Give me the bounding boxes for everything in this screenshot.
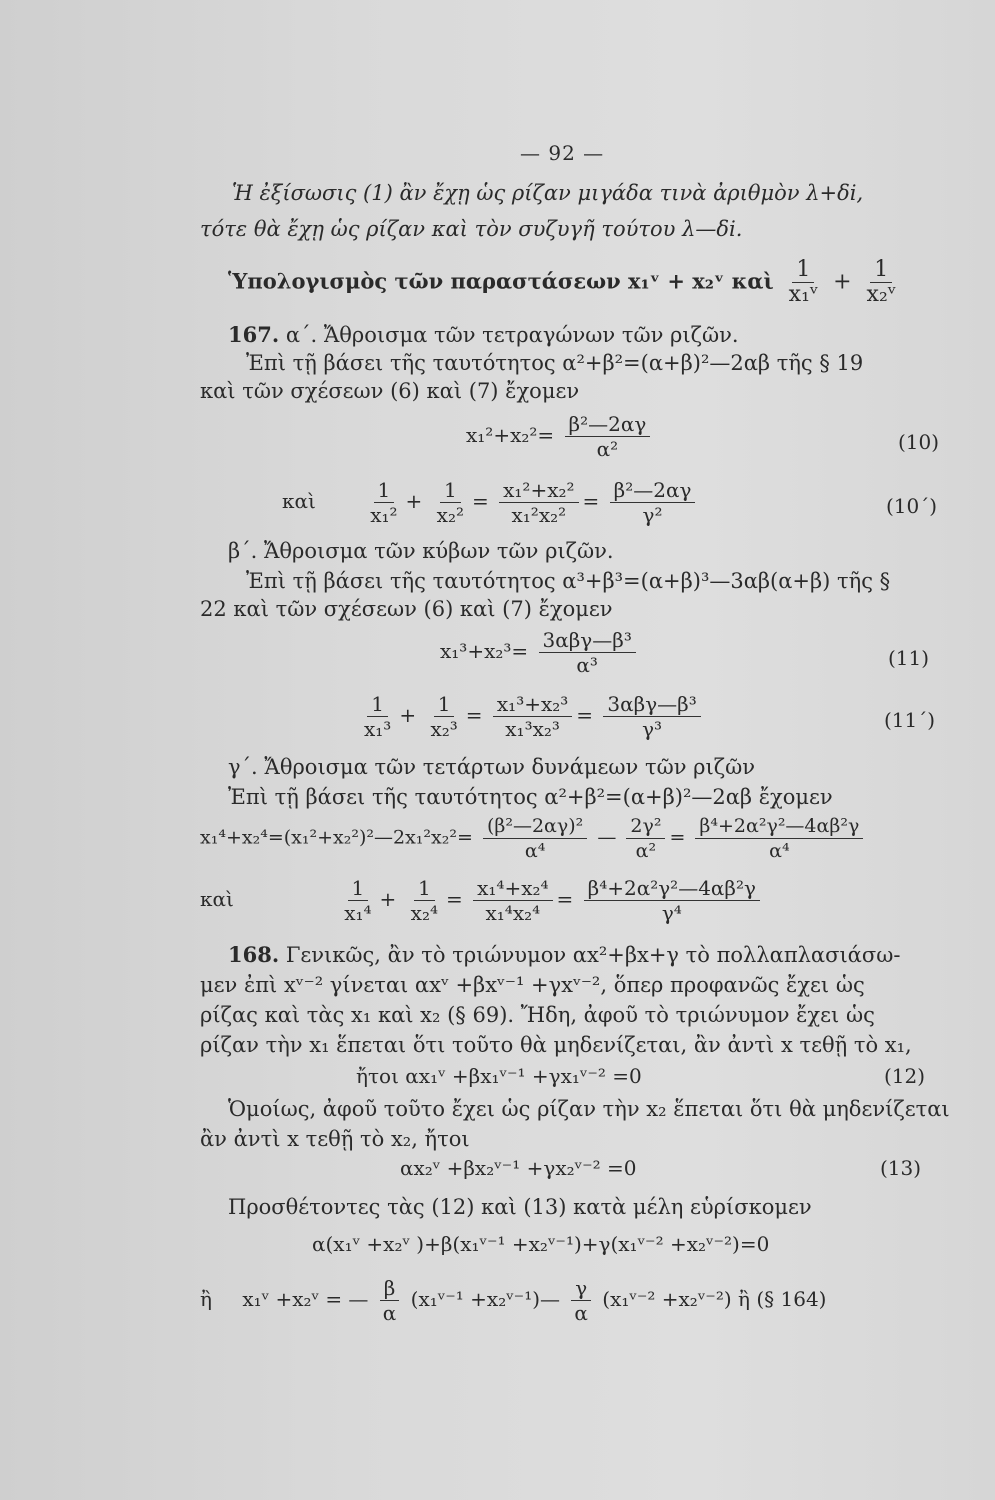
- eq10-label: (10): [898, 430, 940, 454]
- eq10p-frac-2: $\frac{1}{\text{x₂²}}$: [436, 478, 464, 527]
- eq4-lhs: x₁⁴+x₂⁴=(x₁²+x₂²)²—2x₁²x₂²=: [200, 826, 473, 849]
- eq4b-frac-2: $\frac{1}{\text{x₂⁴}}$: [410, 876, 438, 925]
- eq4b-frac-4: $\frac{\text{β⁴+2α²γ²—4αβ²γ}}{\text{γ⁴}}$: [584, 876, 760, 925]
- heading-text: Ὑπολογισμὸς τῶν παραστάσεων x₁ᵛ + x₂ᵛ καὶ: [228, 268, 774, 294]
- section-number-168: 168.: [228, 942, 280, 967]
- heading-plus: +: [833, 269, 852, 295]
- eq15-eta: ἢ: [200, 1287, 212, 1311]
- sec-168-line-7: Προσθέτοντες τὰς (12) καὶ (13) κατὰ μέλη εὑρίσκομεν: [228, 1195, 812, 1219]
- section-heading: [228, 258, 904, 307]
- eq11p-frac-2: $\frac{1}{\text{x₂³}}$: [430, 692, 458, 741]
- eq4-frac-3: $\frac{\text{β⁴+2α²γ²—4αβ²γ}}{\text{α⁴}}$: [695, 814, 863, 863]
- sec-168-line-1: [228, 942, 900, 968]
- eq15-frac-2: $\frac{\gamma}{\alpha}$: [570, 1276, 592, 1325]
- equation-4th-reciprocal: καὶ $\frac{1}{\text{x₁⁴}}$ + $\frac{1}{\text{x₂⁴}}$ = $\frac{\text{x₁⁴+x₂⁴}}{\text{x₁⁴x₂⁴}}$ = $\frac{\text{β⁴+2α²γ²—4αβ²γ}}{\text{γ⁴}}$: [200, 876, 764, 925]
- eq10-lhs: x₁²+x₂²=: [466, 423, 555, 447]
- equation-13: αx₂ᵛ +βx₂ᵛ⁻¹ +γx₂ᵛ⁻² =0: [400, 1156, 637, 1180]
- eq10p-label: (10΄): [886, 494, 938, 518]
- eq15-end: (x₁ᵛ⁻² +x₂ᵛ⁻²) ἢ (§ 164): [602, 1287, 827, 1311]
- sec-168-line-2: μεν ἐπὶ xᵛ⁻² γίνεται αxᵛ +βxᵛ⁻¹ +γxᵛ⁻², ὅπερ προφανῶς ἔχει ὡς: [200, 973, 865, 997]
- equation-10-prime: καὶ $\frac{1}{\text{x₁²}}$ + $\frac{1}{\text{x₂²}}$ = $\frac{\text{x₁²+x₂²}}{\text{x₁²x₂²}}$ = $\frac{\text{β²—2αγ}}{\text{γ²}}$: [282, 478, 699, 527]
- sec-167-b-text-2: 22 καὶ τῶν σχέσεων (6) καὶ (7) ἔχομεν: [200, 597, 613, 621]
- equation-10: [466, 412, 654, 461]
- sec-168-text-1: Γενικῶς, ἂν τὸ τριώνυμον αx²+βx+γ τὸ πολλαπλασιάσω-: [285, 943, 901, 967]
- equation-15: [200, 1276, 826, 1325]
- eq4b-kai: καὶ: [200, 887, 234, 911]
- equation-11-prime: $\frac{1}{\text{x₁³}}$ + $\frac{1}{\text{x₂³}}$ = $\frac{\text{x₁³+x₂³}}{\text{x₁³x₂³}}$ = $\frac{\text{3αβγ—β³}}{\text{γ³}}$: [356, 692, 705, 741]
- eq4-minus: —: [597, 826, 617, 849]
- eq11-frac: $\frac{\text{3αβγ—β³}}{\text{α³}}$: [539, 628, 636, 677]
- eq4-frac-2: $\frac{\text{2γ²}}{\text{α²}}$: [626, 814, 665, 863]
- eq10-frac: $\frac{\text{β²—2αγ}}{\text{α²}}$: [565, 412, 651, 461]
- equation-14: α(x₁ᵛ +x₂ᵛ )+β(x₁ᵛ⁻¹ +x₂ᵛ⁻¹)+γ(x₁ᵛ⁻² +x₂ᵛ⁻²)=0: [312, 1232, 770, 1256]
- eq11p-frac-4: $\frac{\text{3αβγ—β³}}{\text{γ³}}$: [603, 692, 700, 741]
- eq11p-frac-1: $\frac{1}{\text{x₁³}}$: [364, 692, 392, 741]
- sec-168-line-3: ρίζας καὶ τὰς x₁ καὶ x₂ (§ 69). Ἤδη, ἀφοῦ τὸ τριώνυμον ἔχει ὡς: [200, 1003, 875, 1027]
- eq15-mid: (x₁ᵛ⁻¹ +x₂ᵛ⁻¹)—: [410, 1287, 561, 1311]
- sec-167-a-text-2: καὶ τῶν σχέσεων (6) καὶ (7) ἔχομεν: [200, 379, 580, 403]
- eq15-lhs: x₁ᵛ +x₂ᵛ = —: [242, 1287, 369, 1311]
- heading-frac-1: $\frac{1}{\text{x₁ᵛ}}$: [788, 257, 819, 307]
- equation-11: [440, 628, 640, 677]
- eq10p-frac-4: $\frac{\text{β²—2αγ}}{\text{γ²}}$: [610, 478, 696, 527]
- eq4b-frac-1: $\frac{1}{\text{x₁⁴}}$: [344, 876, 372, 925]
- eq10p-kai: καὶ: [282, 489, 316, 513]
- eq4b-frac-3: $\frac{\text{x₁⁴+x₂⁴}}{\text{x₁⁴x₂⁴}}$: [473, 876, 552, 925]
- sec-168-line-5: Ὁμοίως, ἀφοῦ τοῦτο ἔχει ὡς ρίζαν τὴν x₂ ἕπεται ὅτι θὰ μηδενίζεται: [228, 1097, 950, 1121]
- eq13-label: (13): [880, 1156, 922, 1180]
- sec-168-line-4: ρίζαν τὴν x₁ ἕπεται ὅτι τοῦτο θὰ μηδενίζεται, ἂν ἀντὶ x τεθῇ τὸ x₁,: [200, 1033, 912, 1057]
- intro-line-1: Ἡ ἐξίσωσις (1) ἂν ἔχῃ ὡς ρίζαν μιγάδα τινὰ ἀριθμὸν λ+δi,: [232, 181, 864, 205]
- sec-167-c-title: γ΄. Ἄθροισμα τῶν τετάρτων δυνάμεων τῶν ριζῶν: [228, 755, 756, 779]
- eq11-lhs: x₁³+x₂³=: [440, 639, 529, 663]
- sec-167-b-text-1: Ἐπὶ τῇ βάσει τῆς ταυτότητος α³+β³=(α+β)³—3αβ(α+β) τῆς §: [246, 569, 891, 593]
- sec-167-b-title: β΄. Ἄθροισμα τῶν κύβων τῶν ριζῶν.: [228, 539, 614, 563]
- eq11-label: (11): [888, 646, 930, 670]
- page-number: — 92 —: [520, 141, 605, 165]
- intro-line-2: τότε θὰ ἔχῃ ὡς ρίζαν καὶ τὸν συζυγῆ τούτου λ—δi.: [200, 217, 743, 241]
- equation-4th-powers: x₁⁴+x₂⁴=(x₁²+x₂²)²—2x₁²x₂²= $\frac{\text{(β²—2αγ)²}}{\text{α⁴}}$ — $\frac{\text{2γ²}}{\text{α²}}$ = $\frac{\text{β⁴+2α²γ²—4αβ²γ}}{\text{α⁴}}$: [200, 814, 867, 863]
- eq10p-frac-3: $\frac{\text{x₁²+x₂²}}{\text{x₁²x₂²}}$: [499, 478, 578, 527]
- eq12-label: (12): [884, 1064, 926, 1088]
- sec-167-a: [228, 322, 739, 348]
- sec-167-a-title: α΄. Ἄθροισμα τῶν τετραγώνων τῶν ριζῶν.: [285, 323, 739, 347]
- equation-12: ἤτοι αx₁ᵛ +βx₁ᵛ⁻¹ +γx₁ᵛ⁻² =0: [356, 1064, 642, 1088]
- eq10p-frac-1: $\frac{1}{\text{x₁²}}$: [370, 478, 398, 527]
- section-number-167: 167.: [228, 322, 280, 347]
- heading-frac-2: $\frac{1}{\text{x₂ᵛ}}$: [866, 257, 896, 307]
- sec-167-c-text-1: Ἐπὶ τῇ βάσει τῆς ταυτότητος α²+β²=(α+β)²—2αβ ἔχομεν: [228, 785, 833, 809]
- eq11p-frac-3: $\frac{\text{x₁³+x₂³}}{\text{x₁³x₂³}}$: [493, 692, 572, 741]
- sec-168-line-6: ἂν ἀντὶ x τεθῇ τὸ x₂, ἤτοι: [200, 1127, 470, 1151]
- eq11p-label: (11΄): [884, 708, 936, 732]
- eq15-frac-1: $\frac{\beta}{\alpha}$: [379, 1276, 401, 1325]
- eq4-frac-1: $\frac{\text{(β²—2αγ)²}}{\text{α⁴}}$: [483, 814, 587, 863]
- sec-167-a-text-1: Ἐπὶ τῇ βάσει τῆς ταυτότητος α²+β²=(α+β)²—2αβ τῆς § 19: [246, 351, 864, 375]
